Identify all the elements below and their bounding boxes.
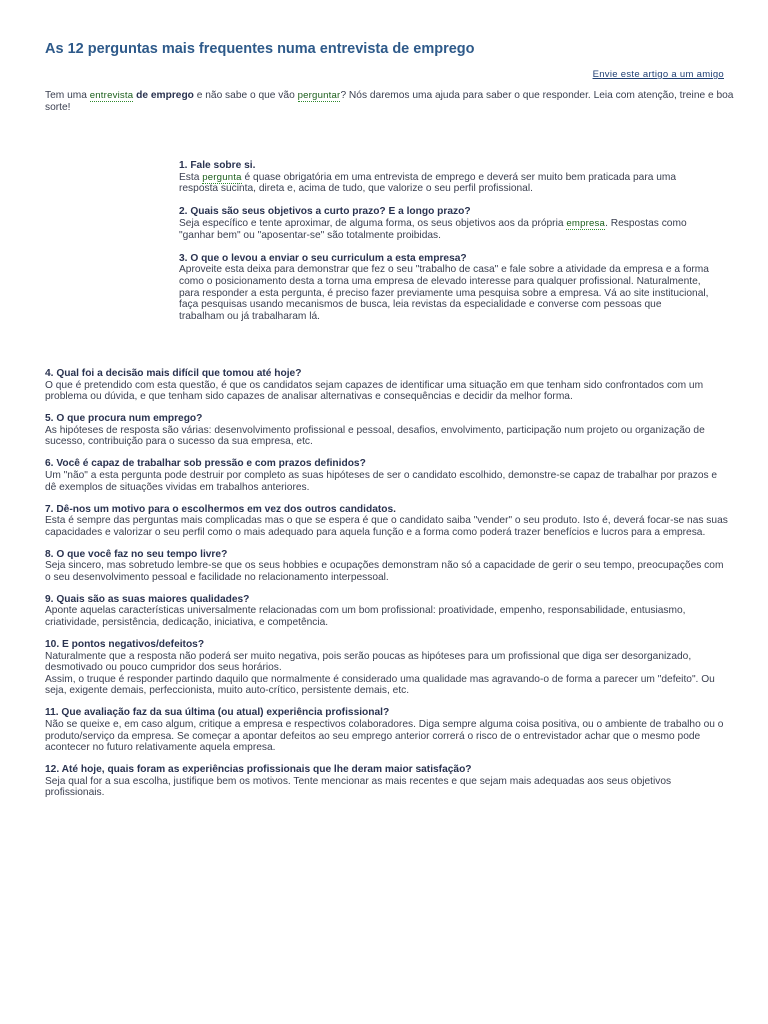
question-item-6 bbox=[45, 458, 730, 493]
question-heading: 1. Fale sobre si. bbox=[179, 160, 256, 171]
keyword-link-perguntar[interactable]: perguntar bbox=[297, 90, 341, 101]
question-heading: 12. Até hoje, quais foram as experiências profissionais que lhe deram maior satisfação? bbox=[45, 764, 472, 776]
question-answer: Esta é sempre das perguntas mais complicadas mas o que se espera é que o candidato saiba "vender" o seu produto. Isto é, deverá focar-se nas suas capacidades e valorizar o seu perfil como o mais adequado para aquela função e a forma como poderá trazer benefícios e lucros para a empresa. bbox=[45, 515, 728, 538]
questions-block-1-3 bbox=[179, 160, 709, 334]
keyword-link-entrevista[interactable]: entrevista bbox=[89, 90, 134, 101]
article-title: As 12 perguntas mais frequentes numa entrevista de emprego bbox=[45, 41, 475, 57]
keyword-link-empresa[interactable]: empresa bbox=[566, 217, 606, 229]
send-to-friend-link[interactable]: Envie este artigo a um amigo bbox=[592, 69, 724, 80]
intro-paragraph bbox=[45, 90, 735, 113]
intro-text-3: ? Nós daremos uma ajuda para saber o que responder. Leia com atenção, treine e boa sorte! bbox=[45, 90, 734, 113]
question-item-11 bbox=[45, 707, 730, 753]
question-answer-continued: Assim, o truque é responder partindo daquilo que normalmente é considerado uma qualidade mas agravando-o de forma a parecer um "defeito". Ou seja, exigente demais, perfeccionista, muito auto-crítico, persistente demais, etc. bbox=[45, 673, 715, 697]
intro-text-1: Tem uma bbox=[45, 90, 90, 101]
question-heading: 7. Dê-nos um motivo para o escolhermos em vez dos outros candidatos. bbox=[45, 503, 396, 515]
answer-text: . Respostas como "ganhar bem" ou "aposentar-se" são totalmente proibidas. bbox=[179, 217, 687, 241]
question-answer: As hipóteses de resposta são várias: desenvolvimento profissional e pessoal, desafios, envolvimento, participação num projeto ou organização de sucesso, contribuição para o sucesso da sua empresa, etc. bbox=[45, 424, 705, 448]
question-heading: 9. Quais são as suas maiores qualidades? bbox=[45, 593, 250, 605]
question-item-4 bbox=[45, 368, 730, 403]
question-heading: 4. Qual foi a decisão mais difícil que tomou até hoje? bbox=[45, 368, 302, 379]
question-answer: O que é pretendido com esta questão, é que os candidatos sejam capazes de identificar uma situação em que tenham sido confrontados com um problema ou dúvida, e que tenham sido capazes de analisar alternativas e consequências e decidir da melhor forma. bbox=[45, 379, 704, 403]
question-item-5 bbox=[45, 413, 730, 448]
question-item-7 bbox=[45, 504, 730, 539]
intro-text-2: e não sabe o que vão bbox=[193, 90, 298, 101]
question-item-9 bbox=[45, 594, 730, 629]
question-item-3 bbox=[179, 253, 709, 323]
keyword-link-pergunta[interactable]: pergunta bbox=[202, 171, 242, 183]
question-item-8 bbox=[45, 549, 730, 584]
question-heading: 6. Você é capaz de trabalhar sob pressão e com prazos definidos? bbox=[45, 458, 366, 470]
question-answer: Aponte aquelas características universalmente relacionadas com um bom profissional: proatividade, empenho, responsabilidade, entusiasmo, criatividade, persistência, dedicação, iniciativa, e competência. bbox=[45, 605, 686, 629]
question-heading: 2. Quais são seus objetivos a curto prazo? E a longo prazo? bbox=[179, 206, 471, 218]
answer-text: Esta bbox=[179, 171, 203, 183]
answer-text: Seja específico e tente aproximar, de alguma forma, os seus objetivos aos da própria bbox=[179, 217, 567, 229]
question-answer: Um "não" a esta pergunta pode destruir por completo as suas hipóteses de ser o candidato escolhido, demonstre-se capaz de trabalhar por prazos e dê exemplos de situações vividas em trabalhos anteriores. bbox=[45, 469, 718, 493]
question-answer: Naturalmente que a resposta não poderá ser muito negativa, pois serão poucas as hipóteses para um profissional que diga ser desorganizado, desmotivado ou pouco cumpridor dos seus horários. bbox=[45, 650, 692, 674]
answer-text: é quase obrigatória em uma entrevista de emprego e deverá ser muito bem praticada para uma resposta sucinta, direta e, acima de tudo, que valorize o seu perfil profissional. bbox=[179, 171, 677, 195]
question-answer bbox=[179, 172, 709, 195]
question-answer: Seja sincero, mas sobretudo lembre-se que os seus hobbies e ocupações demonstram não só a capacidade de gerir o seu tempo, preocupações com o seu desenvolvimento pessoal e facilidade no relacionamento interpessoal. bbox=[45, 560, 724, 583]
question-item-1 bbox=[179, 160, 709, 195]
question-item-10 bbox=[45, 639, 730, 697]
questions-block-4-12 bbox=[45, 368, 730, 809]
intro-bold-text: de emprego bbox=[133, 90, 194, 101]
question-answer: Não se queixe e, em caso algum, critique a empresa e respectivos colaboradores. Diga sempre alguma coisa positiva, ou o ambiente de trabalho ou o produto/serviço da empresa. Se começar a apontar defeitos ao seu emprego anterior correrá o risco de o entrevistador achar que o mesmo pode acontecer no futuro relativamente aquela empresa. bbox=[45, 718, 724, 754]
question-heading: 10. E pontos negativos/defeitos? bbox=[45, 639, 205, 651]
question-item-2 bbox=[179, 206, 709, 241]
question-heading: 3. O que o levou a enviar o seu curriculum a esta empresa? bbox=[179, 252, 467, 264]
question-answer: Aproveite esta deixa para demonstrar que fez o seu "trabalho de casa" e fale sobre a atividade da empresa e a forma como o posicionamento desta a torna uma empresa de elevado interesse para qualquer profissional. Naturalmente, para responder a esta pergunta, é preciso fazer previamente uma pesquisa sobre a empresa. Vá ao site institucional, faça pesquisas usando mecanismos de busca, leia revistas da especialidade e converse com pessoas que trabalham ou já trabalharam lá. bbox=[179, 264, 709, 322]
question-heading: 8. O que você faz no seu tempo livre? bbox=[45, 548, 228, 560]
question-item-12 bbox=[45, 764, 730, 799]
question-answer bbox=[179, 218, 709, 241]
question-answer: Seja qual for a sua escolha, justifique bem os motivos. Tente mencionar as mais recentes e que sejam mais adequadas aos seus objetivos profissionais. bbox=[45, 775, 672, 799]
question-heading: 11. Que avaliação faz da sua última (ou atual) experiência profissional? bbox=[45, 707, 390, 719]
question-heading: 5. O que procura num emprego? bbox=[45, 413, 203, 425]
